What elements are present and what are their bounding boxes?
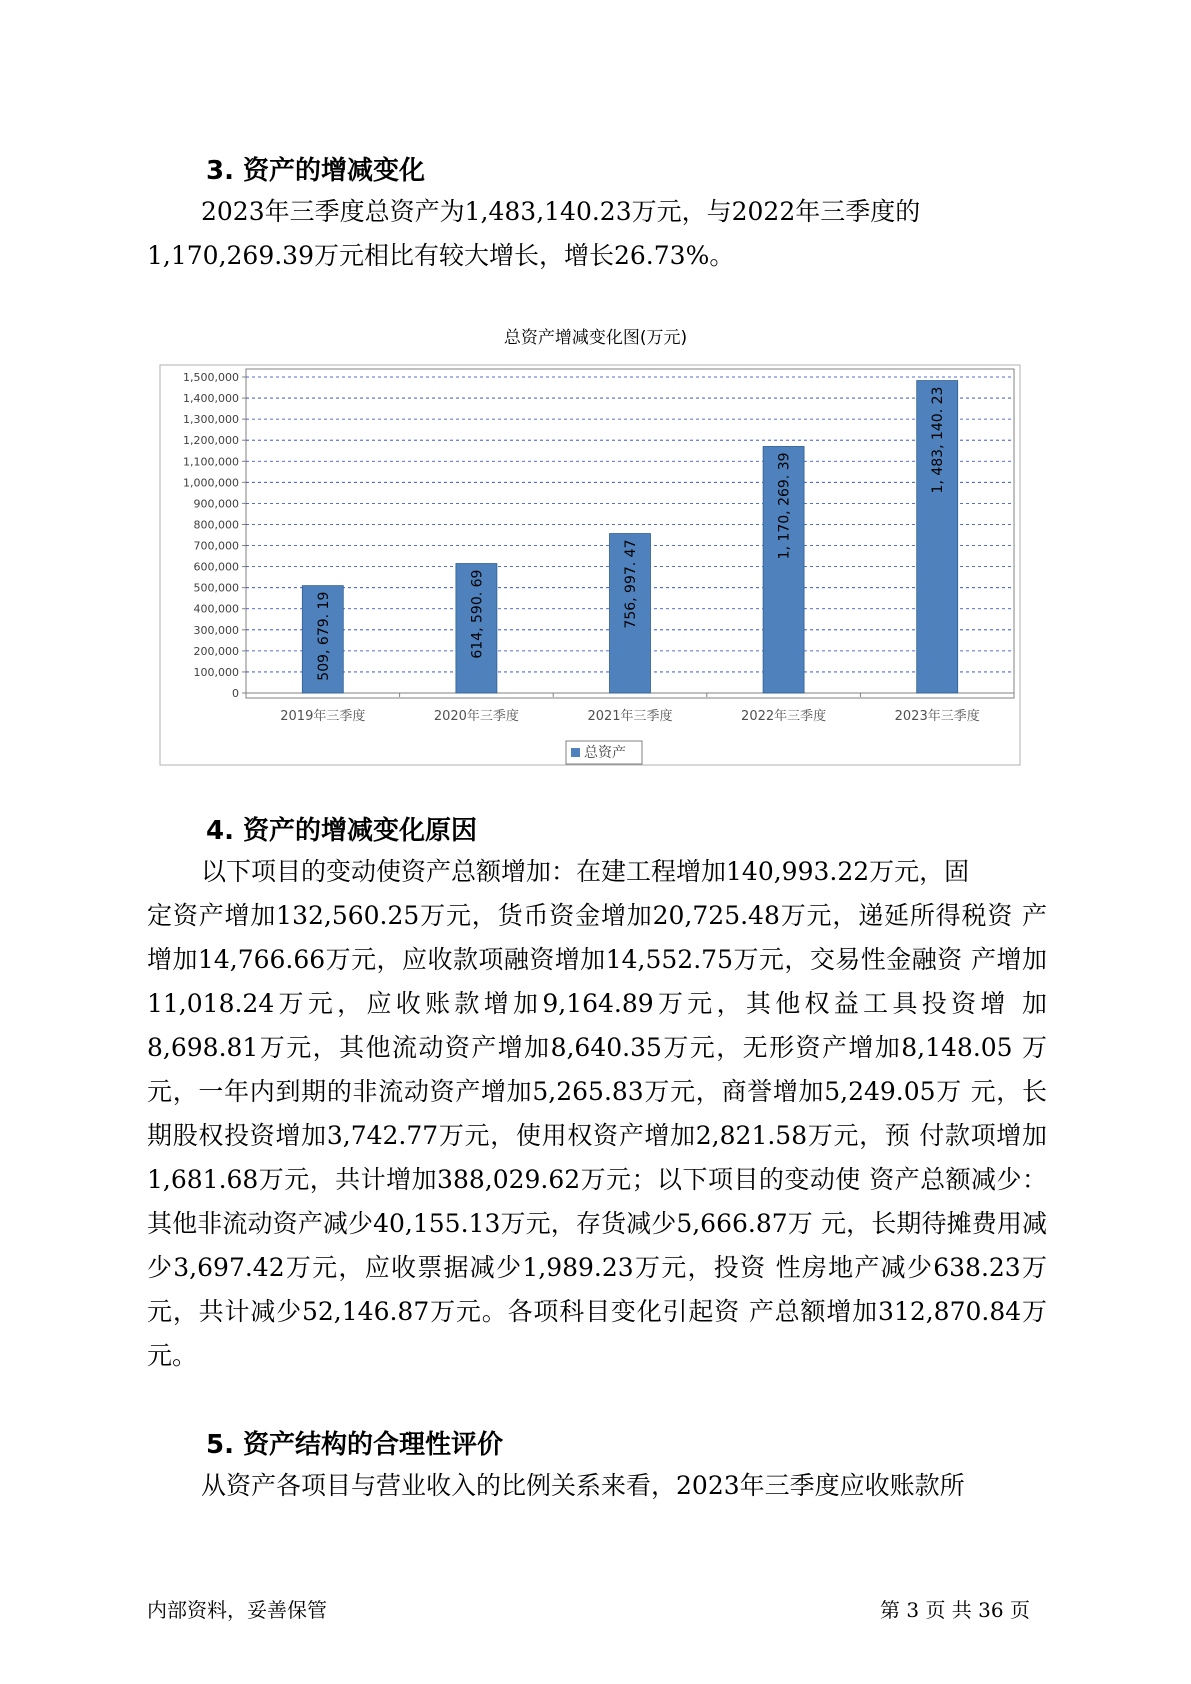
y-tick-label: 500,000 [193,581,239,595]
x-tick-label: 2020年三季度 [433,709,519,724]
section-3-heading: 3. 资产的增减变化 [206,156,426,186]
paragraph-line: 定资产增加132,560.25万元，货币资金增加20,725.48万元，递延所得税资 [147,901,1014,930]
x-tick-label: 2023年三季度 [894,709,980,724]
y-tick-label: 1,000,000 [183,476,239,490]
y-tick-label: 600,000 [193,560,239,574]
x-tick-label: 2019年三季度 [280,709,366,724]
y-tick-label: 700,000 [193,539,239,553]
paragraph-line: 1,170,269.39万元相比有较大增长，增长26.73%。 [147,241,735,270]
bar-value-label: 1, 483, 140. 23 [930,386,947,494]
paragraph-line: 资产总额减少：其他非流动资产减少40,155.13万元，存货减少5,666.87万 [147,1165,1047,1238]
paragraph-line: 付款项增加1,681.68万元，共计增加388,029.62万元；以下项目的变动使 [147,1121,1047,1194]
legend [566,741,642,764]
paragraph-line: 产总额增加312,870.84万元。 [147,1297,1047,1370]
y-tick-label: 1,200,000 [183,434,239,448]
paragraph-line: 万元，一年内到期的非流动资产增加5,265.83万元，商誉增加5,249.05万 [147,1033,1047,1106]
chart-title: 总资产增减变化图(万元) [503,328,688,348]
total-assets-bar-chart [0,0,1191,800]
bar-value-label: 756, 997. 47 [623,539,639,629]
paragraph-line: 元，长期股权投资增加3,742.77万元，使用权资产增加2,821.58万元，预 [147,1077,1047,1150]
y-tick-label: 1,400,000 [183,392,239,406]
y-tick-label: 300,000 [193,623,239,637]
legend-swatch [571,748,580,757]
footer-note: 内部资料，妥善保管 [147,1598,327,1622]
y-tick-label: 1,300,000 [183,413,239,427]
bar-value-label: 614, 590. 69 [469,569,486,659]
paragraph-line: 产增加14,766.66万元，应收款项融资增加14,552.75万元，交易性金融资 [147,901,1047,974]
y-axis-ticks [183,371,246,700]
y-tick-label: 1,100,000 [183,455,239,469]
paragraph-line: 2023年三季度总资产为1,483,140.23万元，与2022年三季度的 [201,197,921,226]
y-tick-label: 1,500,000 [183,371,239,384]
paragraph-line: 加8,698.81万元，其他流动资产增加8,640.35万元，无形资产增加8,148.05 [147,989,1047,1062]
bar-value-label: 509, 679. 19 [315,591,332,681]
section-4-heading: 4. 资产的增减变化原因 [206,816,478,846]
legend-label: 总资产 [584,745,626,761]
y-tick-label: 800,000 [193,518,239,532]
y-tick-label: 100,000 [193,665,239,679]
y-tick-label: 0 [232,687,239,700]
section-5-paragraph [147,1464,1047,1508]
y-tick-label: 400,000 [193,602,239,616]
section-4-paragraph [147,850,1047,1378]
paragraph-line: 元，长期待摊费用减少3,697.42万元，应收票据减少1,989.23万元，投资 [147,1209,1047,1282]
bar-value-label: 1, 170, 269. 39 [776,452,793,560]
paragraph-line: 性房地产减少638.23万元，共计减少52,146.87万元。各项科目变化引起资 [147,1253,1047,1326]
section-5-heading: 5. 资产结构的合理性评价 [206,1430,504,1460]
paragraph-line: 从资产各项目与营业收入的比例关系来看，2023年三季度应收账款所 [201,1471,965,1500]
x-tick-label: 2021年三季度 [587,709,673,724]
y-tick-label: 900,000 [193,497,239,511]
y-tick-label: 200,000 [193,644,239,658]
x-tick-label: 2022年三季度 [741,709,827,724]
page-number: 第 3 页 共 36 页 [880,1598,1030,1622]
paragraph-line: 产增加11,018.24万元，应收账款增加9,164.89万元，其他权益工具投资增 [147,945,1047,1018]
paragraph-line: 以下项目的变动使资产总额增加：在建工程增加140,993.22万元，固 [201,857,970,886]
